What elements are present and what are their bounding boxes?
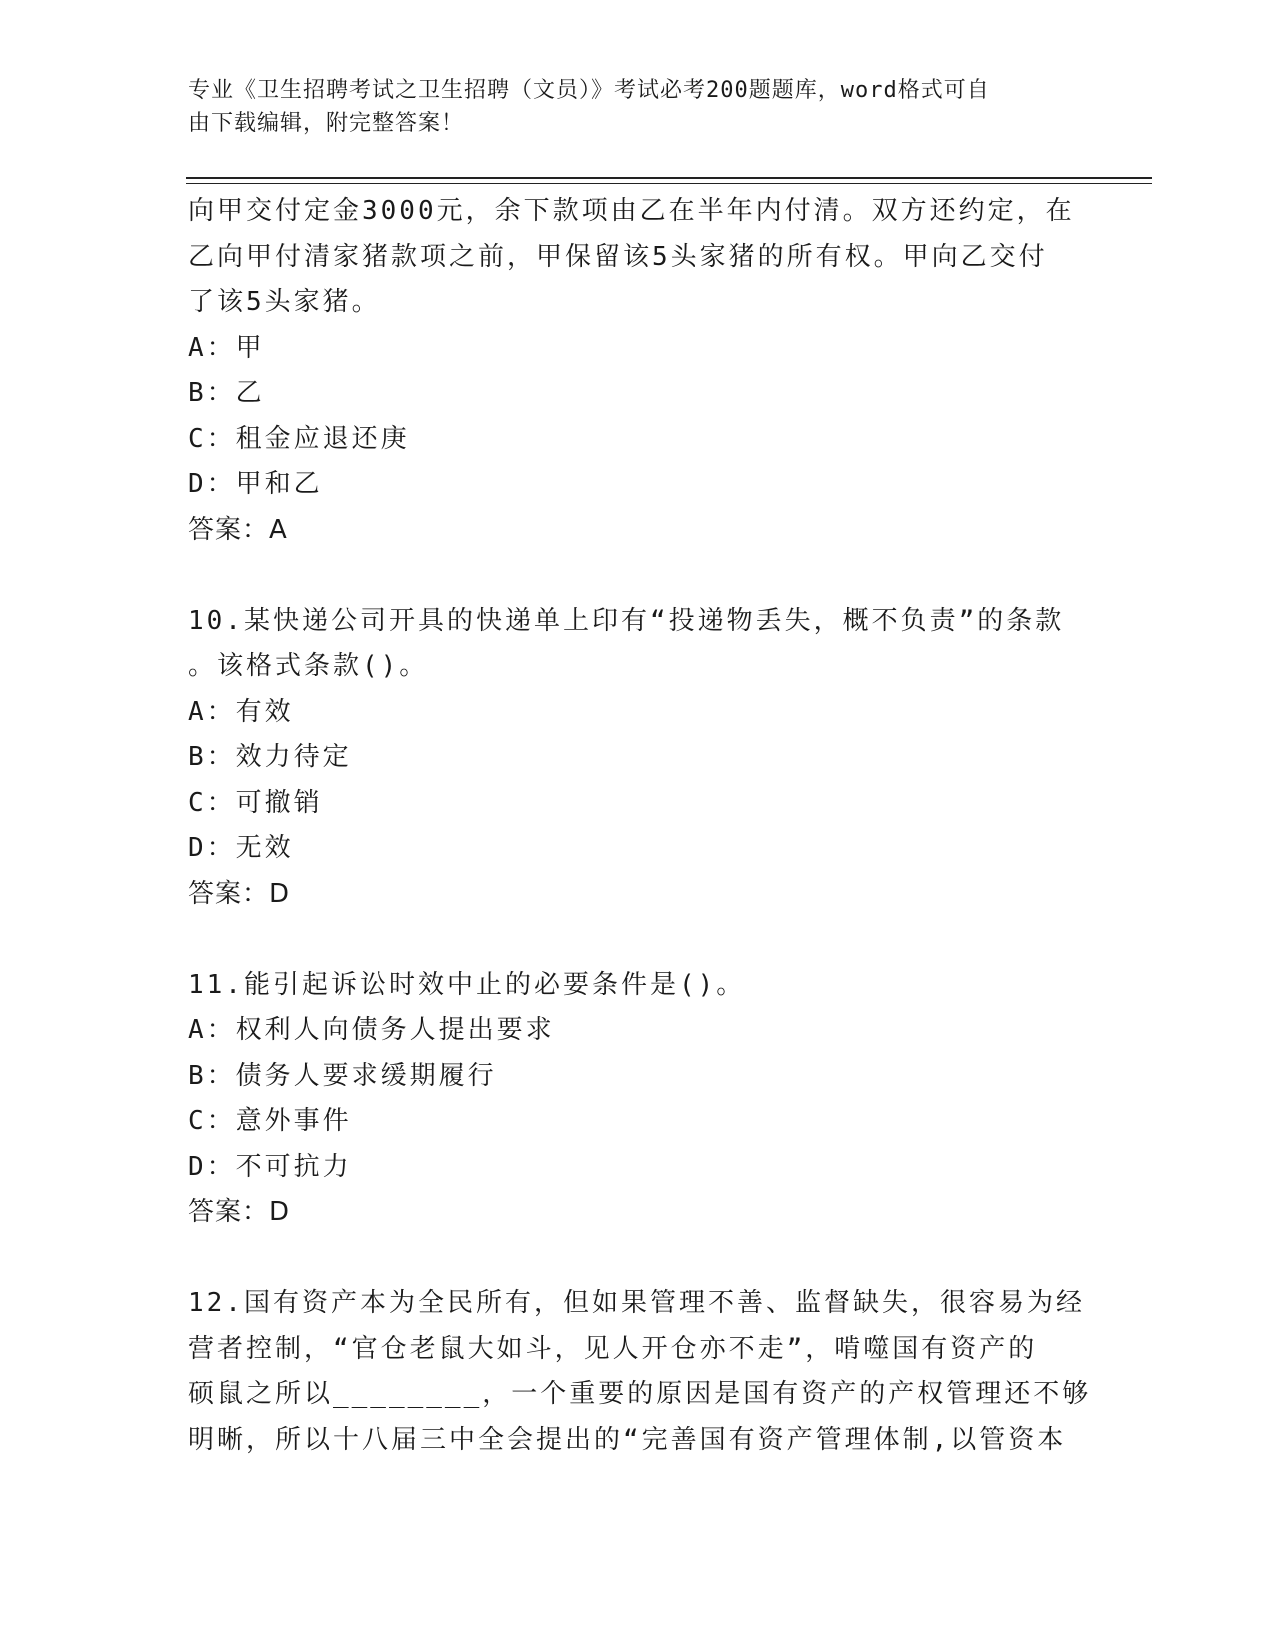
option-a: A：有效 (188, 696, 294, 727)
question-stem-line: 10.某快递公司开具的快递单上印有“投递物丢失，概不负责”的条款 (188, 605, 1065, 636)
spacer (188, 917, 1088, 963)
question-stem-line: 向甲交付定金3000元，余下款项由乙在半年内付清。双方还约定，在 (188, 196, 1075, 226)
option-d: D：无效 (188, 833, 294, 863)
option-c: C：意外事件 (188, 1106, 352, 1136)
option-b: B：效力待定 (188, 742, 352, 772)
spacer (188, 1236, 1088, 1282)
header-divider-thick (186, 177, 1152, 179)
question-list (188, 189, 1092, 1463)
question-12 (188, 1281, 1092, 1463)
question-9 (188, 189, 1088, 553)
question-stem-line: 11.能引起诉讼时效中止的必要条件是()。 (188, 969, 746, 1000)
option-b: B：乙 (188, 378, 265, 408)
answer-line: 答案：D (188, 878, 291, 909)
option-d: D：不可抗力 (188, 1151, 352, 1182)
option-a: A：权利人向债务人提出要求 (188, 1015, 555, 1045)
option-c: C：可撤销 (188, 787, 323, 818)
document-header (188, 74, 1068, 140)
option-c: C：租金应退还庚 (188, 423, 410, 454)
question-stem-line: 。该格式条款()。 (188, 651, 429, 681)
answer-line: 答案：D (188, 1197, 291, 1227)
answer-line: 答案：A (188, 514, 288, 545)
header-divider-thin (186, 183, 1152, 184)
question-stem-line: 乙向甲付清家猪款项之前，甲保留该5头家猪的所有权。甲向乙交付 (188, 241, 1048, 272)
question-11 (188, 963, 1088, 1236)
question-stem-line: 硕鼠之所以________，一个重要的原因是国有资产的产权管理还不够 (188, 1379, 1092, 1409)
option-b: B：债务人要求缓期履行 (188, 1060, 497, 1091)
question-stem-line: 了该5头家猪。 (188, 287, 381, 317)
question-10 (188, 599, 1088, 918)
question-stem-line: 营者控制，“官仓老鼠大如斗，见人开仓亦不走”，啃噬国有资产的 (188, 1333, 1038, 1364)
question-stem-line: 12.国有资产本为全民所有，但如果管理不善、监督缺失，很容易为经 (188, 1288, 1085, 1318)
header-line-2: 由下载编辑，附完整答案！ (188, 111, 465, 136)
question-stem-line: 明晰，所以十八届三中全会提出的“完善国有资产管理体制,以管资本 (188, 1424, 1067, 1455)
header-line-1: 专业《卫生招聘考试之卫生招聘（文员）》考试必考200题题库，word格式可自 (188, 78, 990, 103)
option-a: A：甲 (188, 332, 265, 363)
spacer (188, 553, 1088, 599)
option-d: D：甲和乙 (188, 469, 323, 499)
